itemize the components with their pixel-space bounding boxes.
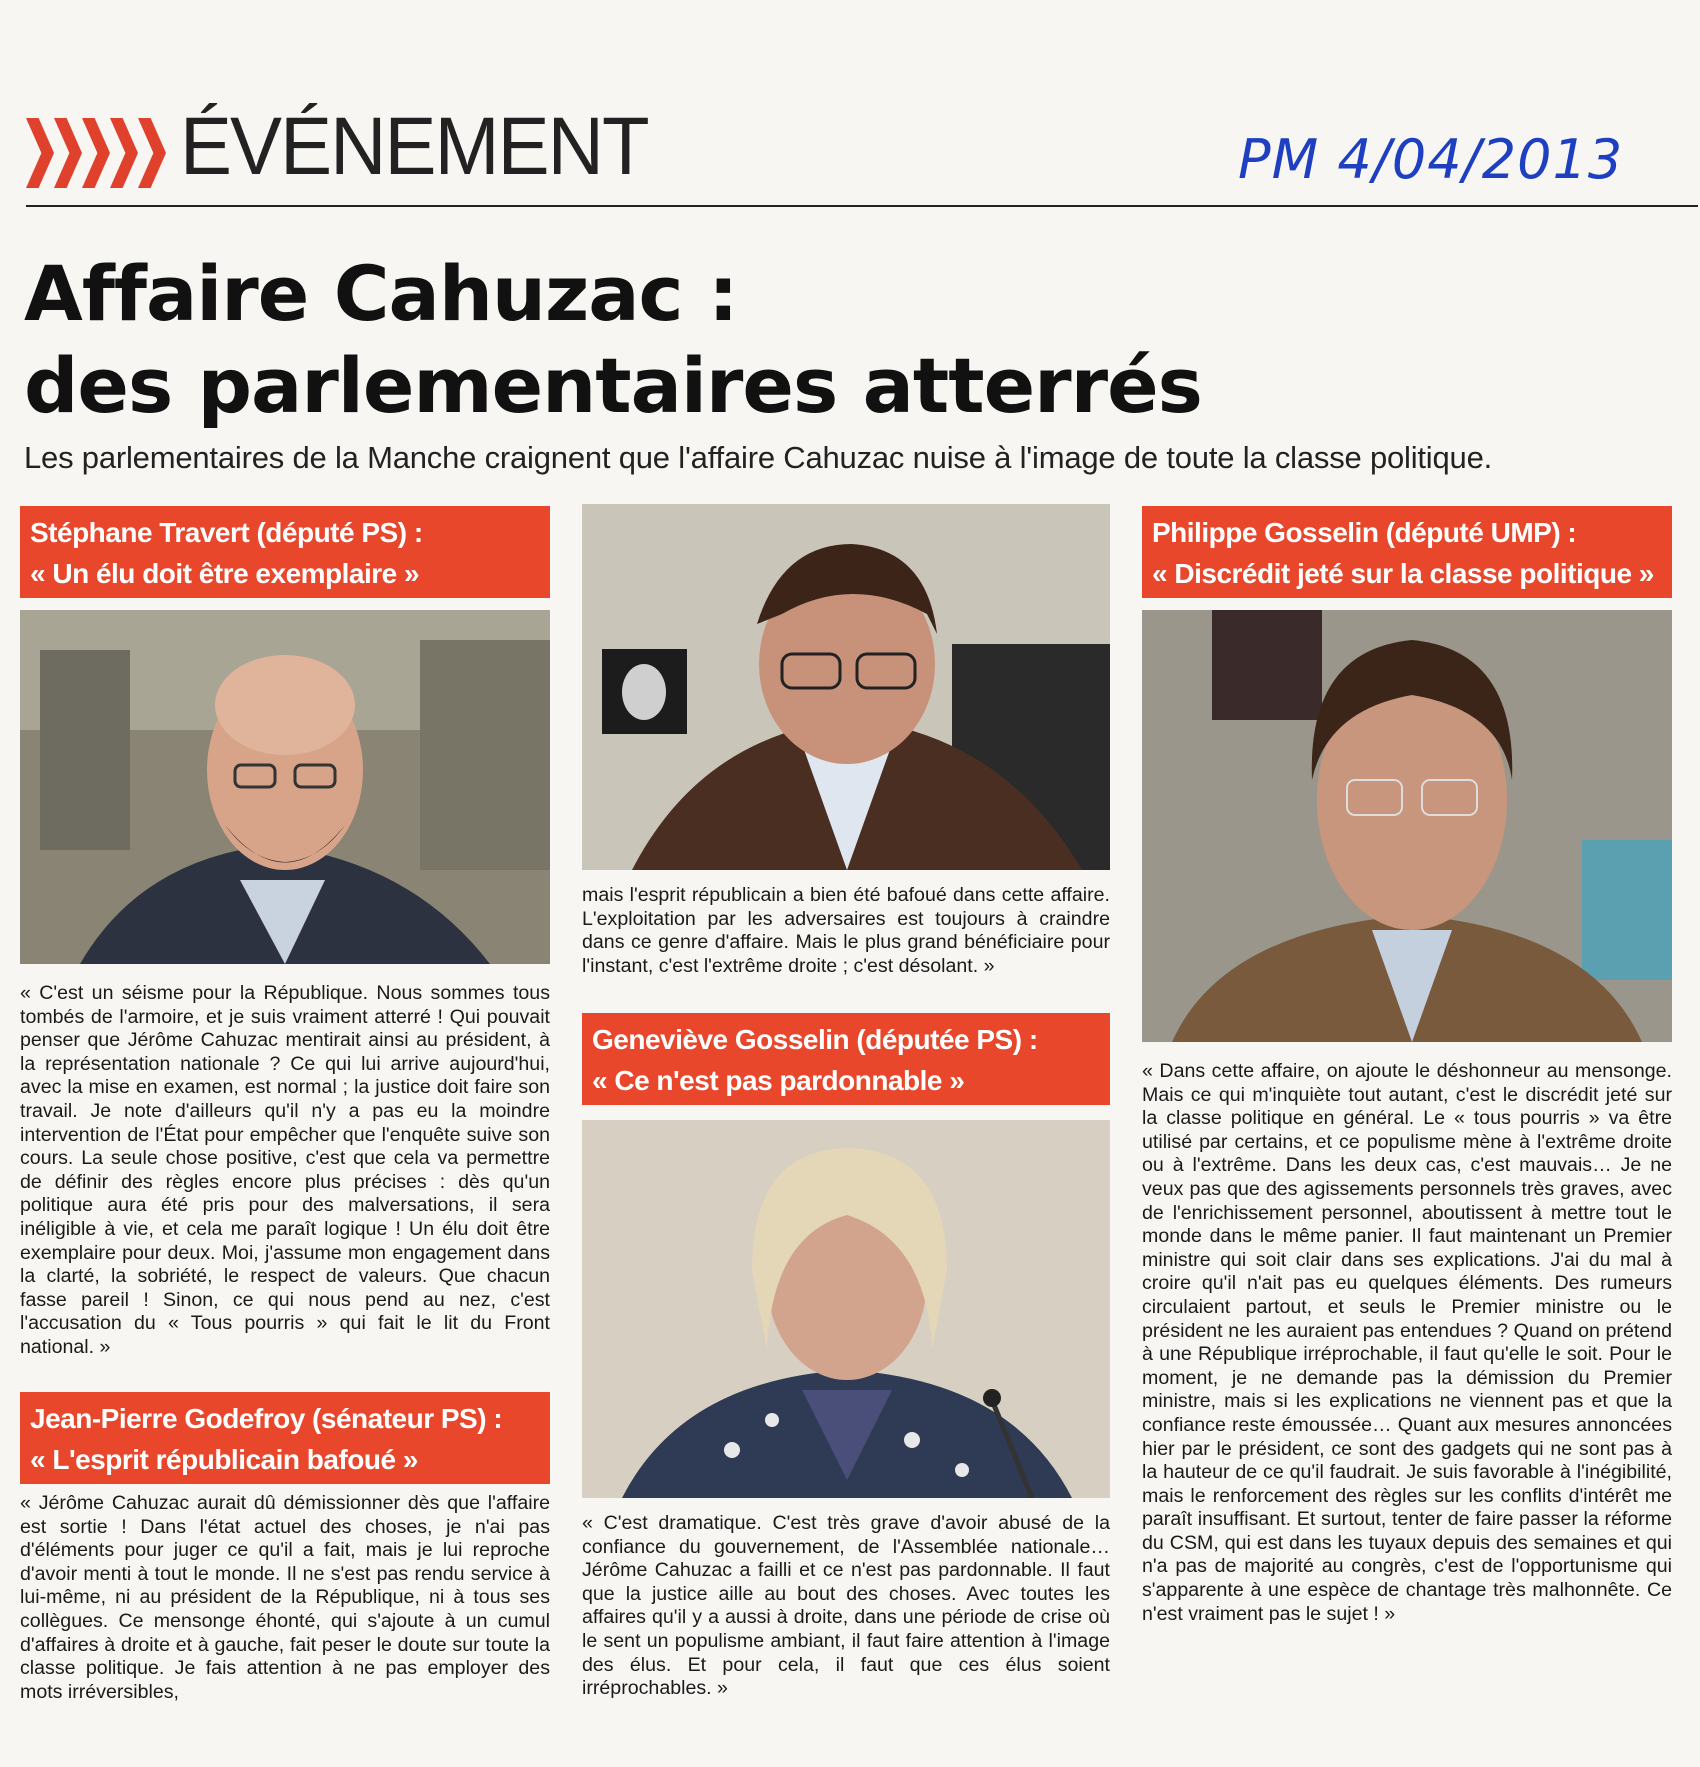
- godefroy-body: « Jérôme Cahuzac aurait dû démissionner dès que l'affaire est sortie ! Dans l'état actuel des choses, je n'ai pas d'éléments pour juger ce qu'il a fait, mais je lui reproche d'avoir menti à tout le monde. Il ne s'est pas rendu service à lui-même, ni au président de la République, ni à tous ses collègues. Ce mensonge éhonté, qui s'ajoute à un cumul d'affaires à droite et à gauche, fait peser le doute sur toute la classe politique. Je fais attention à ne pas employer des mots irréversibles,: [20, 1492, 550, 1703]
- travert-body: « C'est un séisme pour la République. Nous sommes tous tombés de l'armoire, et je suis vraiment atterré ! Qui pouvait penser que Jérôme Cahuzac mentirait ainsi au président, à la représentation nationale ? Ce qui lui arrive aujourd'hui, avec la mise en examen, est normal ; la justice doit faire son travail. Je note d'ailleurs qu'il n'y a pas eu la moindre intervention de l'État pour empêcher que l'enquête suive son cours. La seule chose positive, c'est que cela va permettre de définir des règles encore plus précises : dès qu'un politique aura été pris pour des malversations, il sera inéligible à vie, et cela me paraît logique ! Un élu doit être exemplaire pour deux. Moi, j'assume mon engagement dans la clarté, la sobriété, le respect de valeurs. Que chacun fasse pareil ! Sinon, ce qui nous pend au nez, c'est l'accusation du « Tous pourris » qui fait le lit du Front national. »: [20, 982, 550, 1358]
- philippe-heading-box: [1142, 506, 1672, 598]
- genevieve-name: Geneviève Gosselin (députée PS) :: [592, 1024, 1038, 1055]
- handwritten-date-note: PM 4/04/2013: [1238, 128, 1624, 191]
- genevieve-body: « C'est dramatique. C'est très grave d'avoir abusé de la confiance du gouvernement, de l'Assemblée nationale… Jérôme Cahuzac a failli et ce n'est pas pardonnable. Il faut que la justice aille au bout des choses. Avec toutes les affaires qu'il y a aussi à droite, dans une période de crise où le sent un populisme ambiant, il faut faire attention à l'image des élus. Et pour cela, il faut que ces élus soient irréprochables. »: [582, 1512, 1110, 1700]
- travert-quote-title: « Un élu doit être exemplaire »: [30, 558, 420, 589]
- genevieve-photo: [582, 1120, 1110, 1498]
- headline: [24, 248, 1684, 432]
- genevieve-heading-box: [582, 1013, 1110, 1105]
- philippe-name: Philippe Gosselin (député UMP) :: [1152, 517, 1577, 548]
- article-lede: Les parlementaires de la Manche craignent que l'affaire Cahuzac nuise à l'image de toute la classe politique.: [24, 440, 1493, 475]
- headline-line-2: des parlementaires atterrés: [24, 341, 1202, 430]
- godefroy-body-continued: mais l'esprit républicain a bien été bafoué dans cette affaire. L'exploitation par les adversaires est toujours à craindre dans ce genre d'affaire. Mais le plus grand bénéficiaire pour l'instant, c'est l'extrême droite ; c'est désolant. »: [582, 884, 1110, 977]
- travert-heading-box: [20, 506, 550, 598]
- genevieve-quote-title: « Ce n'est pas pardonnable »: [592, 1065, 965, 1096]
- travert-photo: [20, 610, 550, 964]
- godefroy-name: Jean-Pierre Godefroy (sénateur PS) :: [30, 1403, 503, 1434]
- section-title: ÉVÉNEMENT: [180, 101, 648, 192]
- godefroy-photo: [582, 504, 1110, 870]
- godefroy-heading-box: [20, 1392, 550, 1484]
- headline-line-1: Affaire Cahuzac :: [24, 249, 738, 338]
- philippe-quote-title: « Discrédit jeté sur la classe politique »: [1152, 558, 1654, 589]
- godefroy-quote-title: « L'esprit républicain bafoué »: [30, 1444, 418, 1475]
- philippe-body: « Dans cette affaire, on ajoute le déshonneur au mensonge. Mais ce qui m'inquiète tout autant, c'est le discrédit jeté sur la classe politique en général. Le « tous pourris » va être utilisé par certains, et ce populisme mène à l'extrême droite ou à l'extrême. Dans les deux cas, c'est mauvais… Je ne veux pas que des agissements personnels très graves, avec de l'enrichissement personnel, aboutissent à mettre tout le monde dans le même panier. Il faut maintenant un Premier ministre qui soit clair dans ses explications. J'ai du mal à croire qu'il n'ait pas eu quelques éléments. Des rumeurs circulaient partout, et seuls le Premier ministre ou le président ne les auraient pas entendues ? Quand on prétend à une République irréprochable, il faut qu'elle le soit. Pour le moment, je ne demande pas la démission du Premier ministre, mais si les explications ne viennent pas et que la confiance reste émoussée… Quant aux mesures annoncées hier par le président, ce sont des gadgets qui ne sont pas à la hauteur de ce qu'il faudrait. Je suis favorable à l'inégibilité, mais le renforcement des règles sur les conflits d'intérêt me paraît insuffisant. Et surtout, tenter de faire passer la réforme du CSM, qui est dans les tuyaux depuis des semaines et qui n'a pas de majorité au congrès, c'est de l'opportunisme qui s'apparente à une espèce de chantage très malhonnête. Ce n'est vraiment pas le sujet ! »: [1142, 1060, 1672, 1625]
- philippe-photo: [1142, 610, 1672, 1042]
- section-chevrons-icon: [26, 118, 166, 188]
- travert-name: Stéphane Travert (député PS) :: [30, 517, 423, 548]
